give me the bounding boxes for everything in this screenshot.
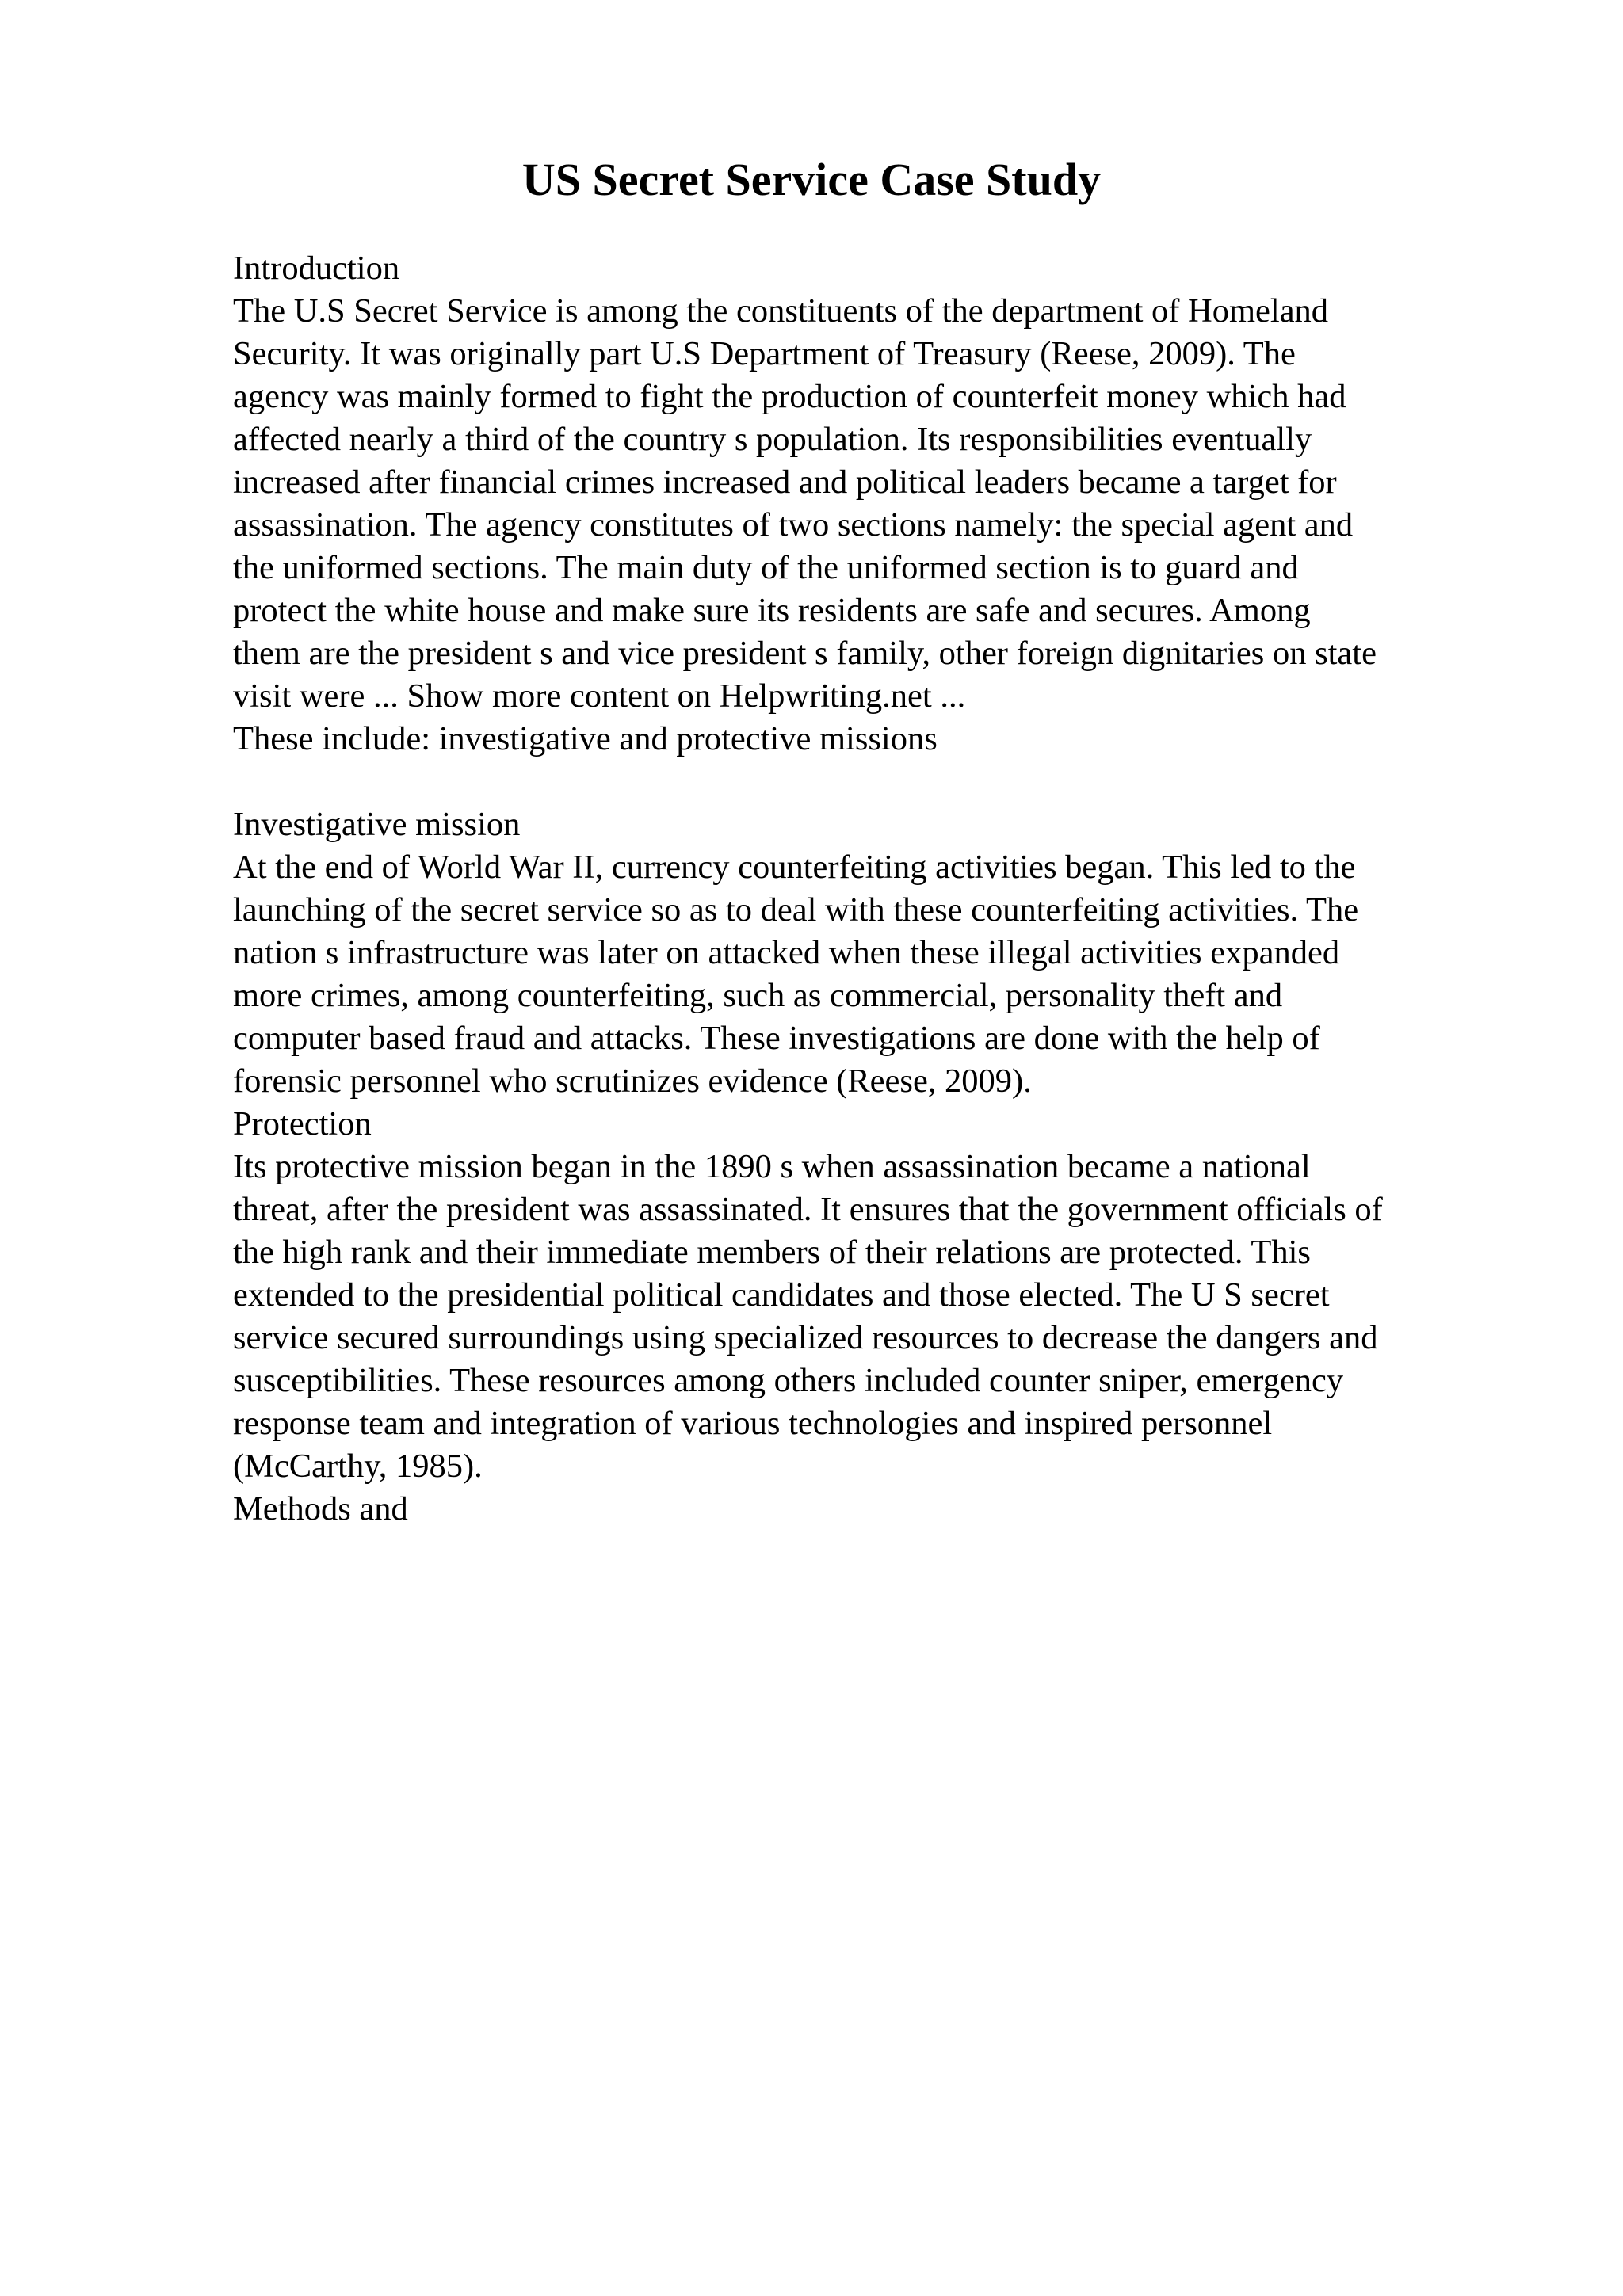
body-line: the uniformed sections. The main duty of the uniformed section is to guard and <box>233 549 1299 586</box>
section-heading-introduction: Introduction <box>233 250 400 287</box>
body-line: assassination. The agency constitutes of two sections namely: the special agent and <box>233 506 1354 543</box>
body-line: service secured surroundings using specialized resources to decrease the dangers and <box>233 1319 1378 1356</box>
section-heading-methods: Methods and <box>233 1490 408 1527</box>
body-line: affected nearly a third of the country s population. Its responsibilities eventually <box>233 421 1312 458</box>
body-line: susceptibilities. These resources among others included counter sniper, emergency <box>233 1362 1344 1399</box>
paragraph-spacer <box>233 761 1517 803</box>
body-line: launching of the secret service so as to deal with these counterfeiting activities. The <box>233 891 1359 929</box>
section-heading-investigative-mission: Investigative mission <box>233 806 521 843</box>
body-line: increased after financial crimes increased and political leaders became a target for <box>233 463 1337 501</box>
body-line: visit were ... Show more content on Helpwriting.net ... <box>233 677 966 715</box>
body-line: protect the white house and make sure its residents are safe and secures. Among <box>233 592 1311 629</box>
body-line: These include: investigative and protective missions <box>233 720 938 757</box>
section-heading-protection: Protection <box>233 1105 372 1142</box>
body-line: Its protective mission began in the 1890 s when assassination became a national <box>233 1148 1311 1185</box>
body-line: (McCarthy, 1985). <box>233 1447 483 1485</box>
body-line: The U.S Secret Service is among the constituents of the department of Homeland <box>233 292 1329 330</box>
body-line: response team and integration of various technologies and inspired personnel <box>233 1405 1273 1442</box>
body-line: forensic personnel who scrutinizes evidence (Reese, 2009). <box>233 1062 1032 1100</box>
page-title: US Secret Service Case Study <box>521 154 1102 205</box>
body-line: computer based fraud and attacks. These investigations are done with the help of <box>233 1020 1320 1057</box>
body-line: Security. It was originally part U.S Department of Treasury (Reese, 2009). The <box>233 335 1296 372</box>
body-line: more crimes, among counterfeiting, such as commercial, personality theft and <box>233 977 1283 1014</box>
document-body <box>233 247 1517 1531</box>
body-line: extended to the presidential political candidates and those elected. The U S secret <box>233 1276 1330 1314</box>
body-line: At the end of World War II, currency counterfeiting activities began. This led to the <box>233 849 1356 886</box>
body-line: threat, after the president was assassinated. It ensures that the government officials of <box>233 1191 1383 1228</box>
body-line: nation s infrastructure was later on attacked when these illegal activities expanded <box>233 934 1340 971</box>
body-line: agency was mainly formed to fight the production of counterfeit money which had <box>233 378 1346 415</box>
body-line: them are the president s and vice president s family, other foreign dignitaries on state <box>233 635 1377 672</box>
body-line: the high rank and their immediate members of their relations are protected. This <box>233 1234 1311 1271</box>
